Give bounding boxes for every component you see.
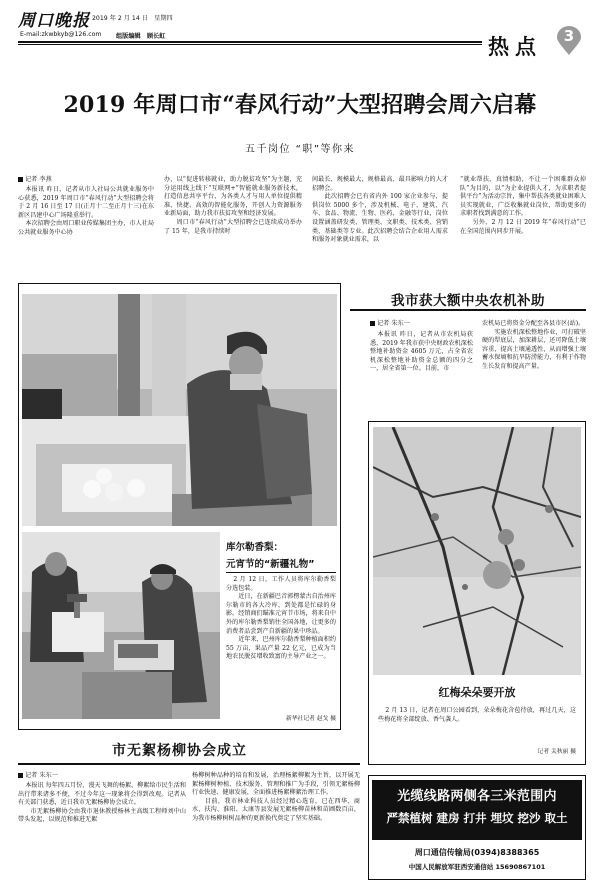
notice-line-2: 严禁植树 建房 打井 埋坟 挖沙 取土 [386, 811, 568, 825]
lead-col-3: 间最长、规模最大、规格最高、最具影响力的人才招聘会。 此次招聘会已有省内外 100 家企业参与，提供岗位 5000 多个，涉及机械、电子、建筑、汽车、食品、物流、生物、医药、金融等行业，岗位设置涵盖研发类、管理类、文职类、技术类、营销类、基础类等专业。此次招聘会结合企业用人需求和服务对象就业需求，以 [312, 176, 448, 244]
catkin-rule [18, 763, 360, 765]
plum-credit: 记者 关秋丽 摄 [537, 749, 576, 755]
catkin-byline [18, 772, 58, 780]
notice-line-1: 光缆线路两侧各三米范围内 [397, 789, 557, 804]
lead-headline: 2019 年周口市“春风行动”大型招聘会周六启幕 [63, 92, 537, 118]
lead-byline [18, 176, 52, 184]
subsidy-col-2: 农机局已将资金分配至各县市区(站)。 实施农机深松整地作业，可打破坚硬的犁底层，加深耕层，还可降低土壤容重，提高土壤通透性，从而增强土壤蓄水保墒和抗旱防涝能力，有利于作物生长发育和提高产量。 [482, 320, 586, 370]
lead-col-2: 办，以“促进转移就业，助力脱贫攻坚”为主题，充分运用线上线下“互联网+”智能就业服务新技术，打造信息共享平台，为各类人才与用人单位提供精准、快捷、高效的智能化服务，开创人力资源服务业新局面，助力我市扶贫攻坚和经济发展。 周口市“春风行动”大型招聘会已连续成功举办了 15 年，是我市持续时 [164, 176, 302, 235]
plum-caption: 2 月 13 日，记者在周口公园看到，朵朵梅花含苞待放，再过几天，这些梅花将全部绽放、香气袭人。 [378, 707, 576, 723]
notice-phone: 周口通信传输局(0394)8388365 [414, 848, 540, 857]
lead-col-1-para-2: 本次招聘会由周口职业传媒集团主办，市人社局公共就业服务中心协 [18, 220, 154, 236]
editor-line: 组版编辑 顾长虹 [116, 33, 166, 40]
logo: 周口晚报 [18, 11, 90, 31]
byline-text: 记者 李燕 [25, 176, 52, 183]
pear-packing-photo [22, 294, 337, 526]
notice-footer: 中国人民解放军驻西安通信站 15690867101 [408, 863, 546, 871]
date-line: 2019 年 2 月 14 日 星期四 [92, 15, 173, 22]
catkin-col-1: 本报讯 每年四五月份，漫天飞舞的杨絮、柳絮给市民生活和出行带来诸多不便，不过今年这一现象将会得到改观。记者从有关部门获悉，近日我市无絮杨柳协会成立。 市无絮杨柳协会由我市退休教授杨林主高级工程师刘中山带头发起，以规范和推进无絮 [18, 782, 186, 824]
subsidy-headline: 我市获大额中央农机补助 [391, 293, 545, 309]
korla-title-rule [226, 572, 336, 573]
plum-headline: 红梅朵朵要开放 [438, 686, 516, 699]
korla-title-2: 元宵节的“新疆礼物” [226, 559, 315, 570]
masthead [0, 0, 600, 82]
catkin-col-2: 杨柳树种品种的培育和发展，治理杨絮柳絮为主旨，以开展无絮杨柳树种植、技术服务、管理和推广为手段，引领无絮杨柳行业快速、健康发展，全面推进杨絮柳絮治理工作。 目前，我市林业科技人员经过精心选育，已在西华、商水、扶沟、淮阳、太康等县发展无絮杨柳苗林和苗圃数百亩，为我市杨柳树树品种的更新换代奠定了坚实基础。 [192, 772, 360, 822]
korla-title-1: 库尔勒香梨： [226, 542, 284, 553]
byline-text: 记者 朱东一 [25, 772, 58, 779]
pear-weighing-image [22, 532, 220, 719]
masthead-rule [18, 41, 482, 43]
byline-square-icon [370, 321, 375, 326]
lead-col-1 [18, 186, 154, 238]
masthead-rule-thin [18, 44, 482, 45]
page-number-badge [556, 26, 582, 56]
plum-photo [373, 427, 581, 675]
page-number: 3 [563, 27, 575, 45]
pear-weighing-photo [22, 532, 220, 719]
subsidy-byline [370, 320, 410, 328]
byline-square-icon [18, 773, 23, 778]
catkin-headline: 市无絮杨柳协会成立 [112, 743, 247, 759]
section-label: 热点 [488, 34, 542, 59]
pear-packing-image [22, 294, 337, 526]
lead-col-1-para-1: 本报讯 昨日，记者从市人社局公共就业服务中心获悉，2019 年周口市“春风行动”大型招聘会将于 2 月 16 日至 17 日(正月十二至正月十三)在东新区昌建中心广场隆重举行。 [18, 186, 154, 219]
byline-text: 记者 朱东一 [377, 320, 410, 327]
email: E-mail:zkwbkyb@126.com [20, 31, 102, 38]
lead-subhead: 五千岗位 “职”等你来 [244, 144, 356, 155]
subsidy-col-1: 本报讯 昨日，记者从市农机局获悉，2019 年我市获中央财政农机深松整地补助资金 4605 万元，占全省农机深松整地补助资金总额的四分之一，居全省第一位。目前，市 [370, 331, 473, 373]
subsidy-rule [350, 309, 586, 311]
korla-body: 2 月 12 日，工作人员将库尔勒香梨分选包装。 近日，在新疆巴音郭楞蒙古自治州库尔勒市的各大冷库，到处都是忙碌的身影。经销商们瞄准元宵节市场，将来自中外的库尔勒香梨销往全国各地，让更多的消费者品尝到产自新疆的果中珍品。 近年来，巴州库尔勒香梨种植面积约 55 万亩，果品产量 22 亿元，已成为当地农民脱贫增收致富的主导产业之一。 [226, 576, 336, 661]
plum-blossom-image [373, 427, 581, 675]
byline-square-icon [18, 177, 23, 182]
korla-credit: 新华社记者 赵戈 摄 [285, 716, 336, 722]
lead-col-4: “就业帮扶、真情相助，不让一个困难群众掉队”为目的，以“为企业提供人才，为求职者提供平台”为活动宗旨，集中帮扶各类就业困难人员实现就业，广泛收集就业岗位，帮助更多的求职者找到满意的工作。 另外，2 月 12 日 2019 年“春风行动”已在全国范围内同步开展。 [460, 176, 586, 235]
